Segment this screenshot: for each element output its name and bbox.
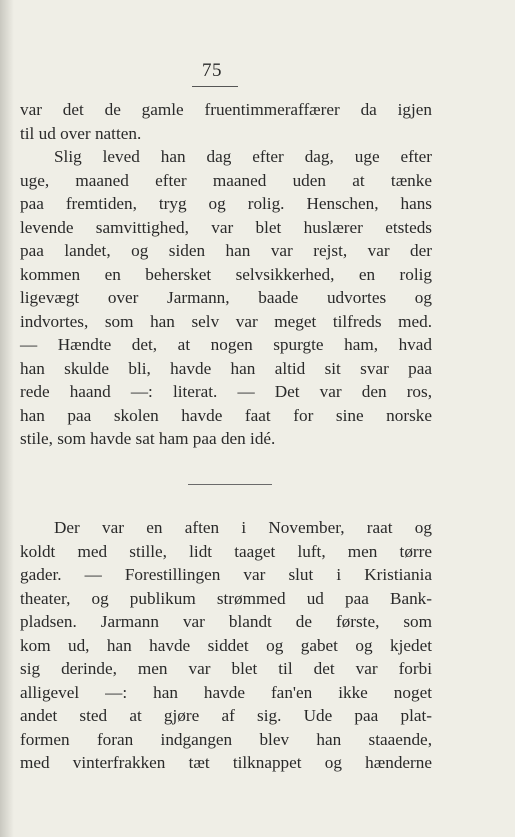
text-line: levende samvittighed, var blet huslærer etsteds — [20, 217, 432, 237]
text-line: gader. — Forestillingen var slut i Kristiania — [20, 565, 432, 584]
text-line: koldt med stille, lidt taaget luft, men tørre — [20, 541, 432, 561]
text-line: — Hændte det, at nogen spurgte ham, hvad — [20, 335, 432, 354]
text-line: stile, som havde sat ham paa den idé. — [20, 429, 276, 448]
text-line: formen foran indgangen blev han staaende, — [20, 729, 432, 749]
text-line: alligevel —: han havde fan'en ikke noget — [20, 682, 432, 702]
page-number: 75 — [202, 60, 222, 81]
text-line: uge, maaned efter maaned uden at tænke — [20, 170, 432, 190]
text-block-upper — [20, 98, 432, 451]
text-line: theater, og publikum strømmed ud paa Bank- — [20, 588, 432, 608]
text-line: kommen en behersket selvsikkerhed, en rolig — [20, 264, 432, 284]
text-block-lower — [20, 516, 432, 775]
text-line: sig derinde, men var blet til det var forbi — [20, 659, 432, 678]
text-line: indvortes, som han selv var meget tilfreds med. — [20, 311, 432, 331]
page-binding-edge — [0, 0, 14, 837]
text-line: med vinterfrakken tæt tilknappet og hænderne — [20, 753, 432, 772]
text-line: var det de gamle fruentimmeraffærer da igjen — [20, 100, 432, 119]
text-line: han skulde bli, havde han altid sit svar paa — [20, 358, 432, 378]
text-line: pladsen. Jarmann var blandt de første, som — [20, 612, 432, 631]
text-line: Slig leved han dag efter dag, uge efter — [54, 147, 432, 166]
text-line: paa fremtiden, tryg og rolig. Henschen, hans — [20, 194, 432, 213]
section-divider — [188, 484, 272, 485]
text-line: paa landet, og siden han var rejst, var der — [20, 241, 432, 260]
text-line: han paa skolen havde faat for sine norske — [20, 405, 432, 425]
text-line: til ud over natten. — [20, 123, 142, 143]
text-line: Der var en aften i November, raat og — [54, 518, 432, 537]
text-line: andet sted at gjøre af sig. Ude paa plat- — [20, 706, 432, 725]
text-line: kom ud, han havde siddet og gabet og kjedet — [20, 635, 432, 655]
text-line: rede haand —: literat. — Det var den ros, — [20, 382, 432, 401]
page-number-underline — [192, 86, 238, 87]
text-line: ligevægt over Jarmann, baade udvortes og — [20, 288, 432, 307]
